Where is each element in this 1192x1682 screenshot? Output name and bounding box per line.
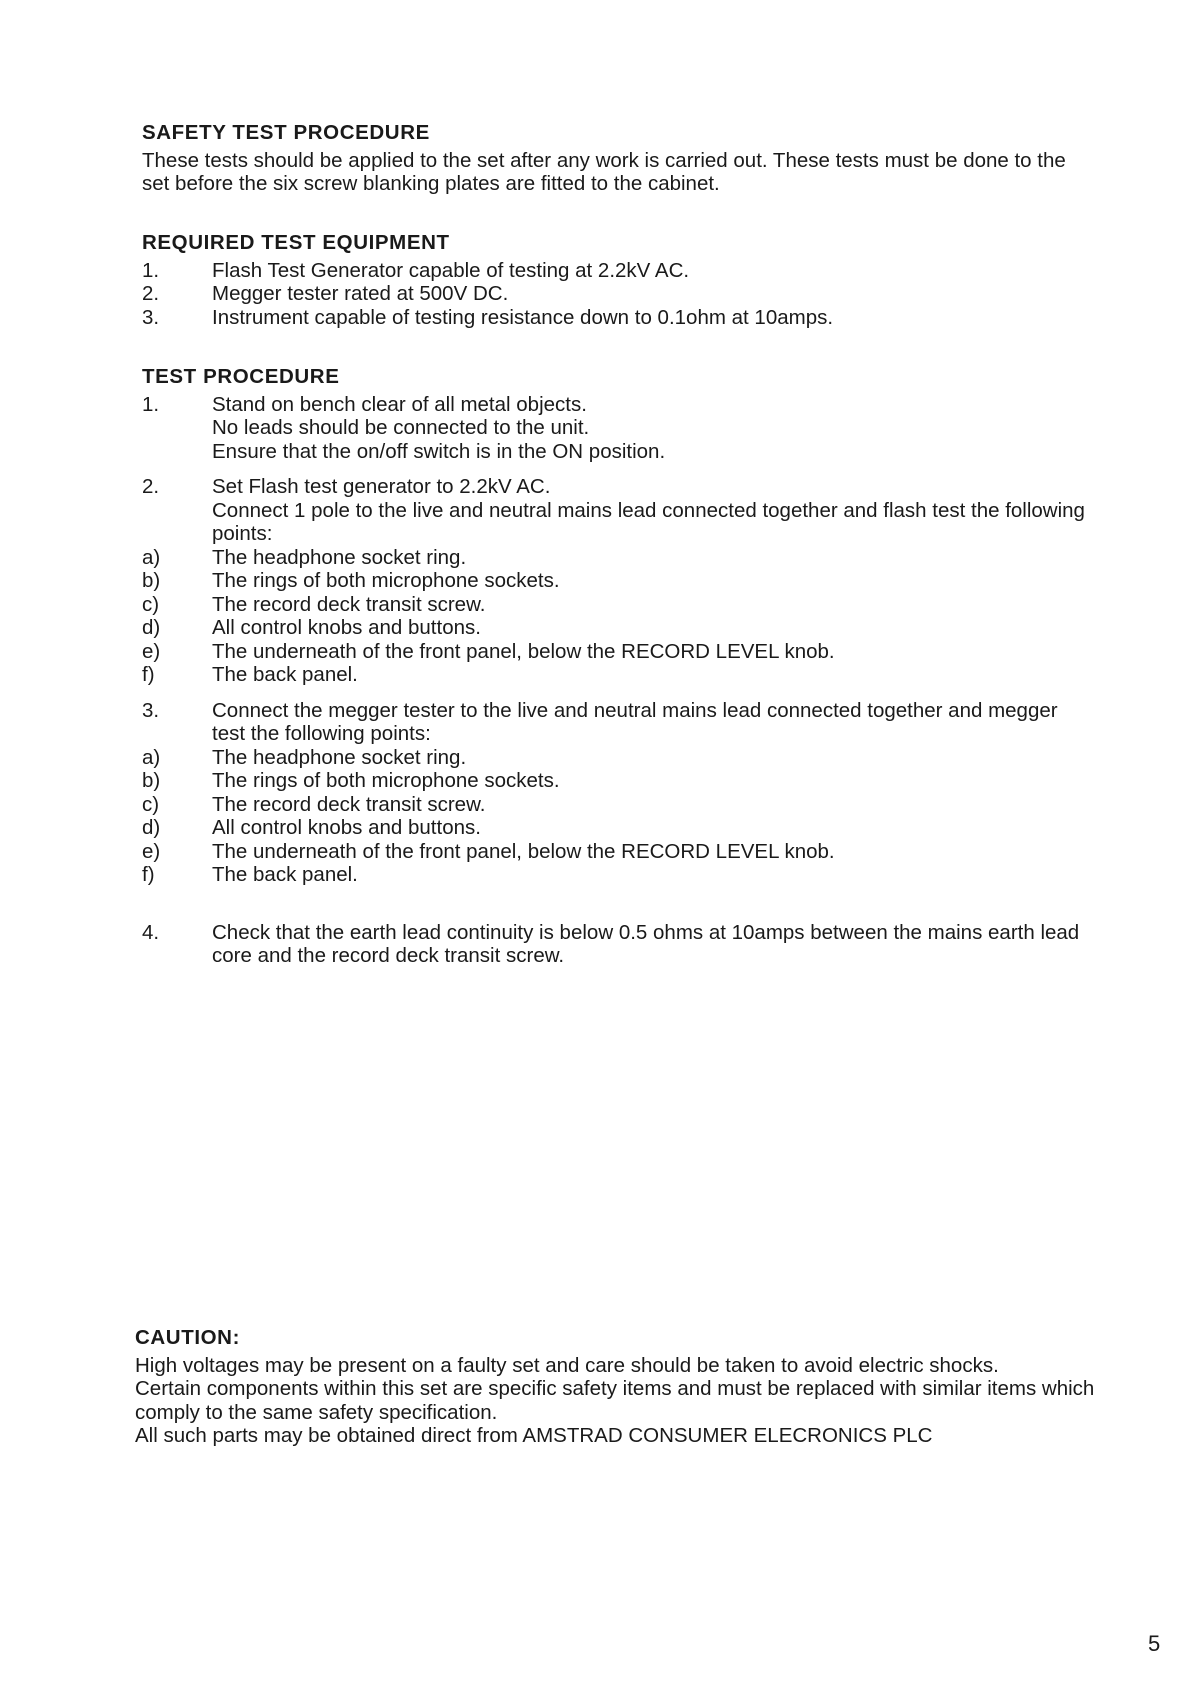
point-letter: d) <box>142 616 161 639</box>
test-point <box>142 769 1092 793</box>
equipment-item <box>142 282 1092 306</box>
step-number: 3. <box>142 698 160 722</box>
item-number: 3. <box>142 305 160 329</box>
test-point <box>142 816 1092 840</box>
safety-heading: SAFETY TEST PROCEDURE <box>142 121 430 144</box>
equipment-heading: REQUIRED TEST EQUIPMENT <box>142 231 450 254</box>
test-point <box>142 593 1092 617</box>
step-number: 2. <box>142 475 160 498</box>
safety-text: These tests should be applied to the set after any work is carried out. These tests must be done to the set before the six screw blanking plates are fitted to the cabinet. <box>142 148 1066 195</box>
point-text: All control knobs and buttons. <box>212 816 481 839</box>
point-text: The underneath of the front panel, below the RECORD LEVEL knob. <box>212 839 835 863</box>
test-point <box>142 793 1092 817</box>
point-letter: d) <box>142 816 161 839</box>
caution-heading: CAUTION: <box>135 1326 241 1349</box>
step-line: Stand on bench clear of all metal objects. <box>212 392 587 416</box>
test-point <box>142 616 1092 640</box>
procedure-step-2 <box>142 475 1092 546</box>
test-point <box>142 863 1092 887</box>
point-letter: f) <box>142 663 155 686</box>
test-point <box>142 663 1092 687</box>
step-line: Set Flash test generator to 2.2kV AC. <box>212 475 551 498</box>
point-letter: c) <box>142 792 160 816</box>
item-text: Flash Test Generator capable of testing at 2.2kV AC. <box>212 258 690 282</box>
procedure-step-4 <box>142 921 1092 968</box>
point-letter: b) <box>142 569 161 592</box>
item-number: 2. <box>142 282 160 305</box>
procedure-step-1 <box>142 393 1092 464</box>
caution-section <box>135 1326 1095 1448</box>
point-letter: a) <box>142 545 161 569</box>
caution-line: High voltages may be present on a faulty set and care should be taken to avoid electric shocks. <box>135 1353 999 1377</box>
step-line: No leads should be connected to the unit. <box>212 416 590 439</box>
page-number: 5 <box>1148 1631 1161 1656</box>
test-point <box>142 569 1092 593</box>
point-text: The underneath of the front panel, below the RECORD LEVEL knob. <box>212 639 835 663</box>
item-text: Instrument capable of testing resistance down to 0.1ohm at 10amps. <box>212 305 834 329</box>
point-text: The back panel. <box>212 663 358 686</box>
test-point <box>142 546 1092 570</box>
point-letter: a) <box>142 745 161 769</box>
equipment-item <box>142 259 1092 283</box>
procedure-step-3 <box>142 699 1092 746</box>
step-line: Connect 1 pole to the live and neutral mains lead connected together and flash test the following points: <box>212 498 1085 545</box>
caution-line: All such parts may be obtained direct from AMSTRAD CONSUMER ELECRONICS PLC <box>135 1424 933 1447</box>
caution-line: Certain components within this set are specific safety items and must be replaced with similar items which comply to the same safety specification. <box>135 1377 1095 1424</box>
point-text: The rings of both microphone sockets. <box>212 569 560 592</box>
test-point <box>142 640 1092 664</box>
item-text: Megger tester rated at 500V DC. <box>212 282 509 305</box>
step-line: Check that the earth lead continuity is below 0.5 ohms at 10amps between the mains earth lead core and the record deck transit screw. <box>212 920 1080 967</box>
item-number: 1. <box>142 258 160 282</box>
point-letter: e) <box>142 639 161 663</box>
procedure-heading: TEST PROCEDURE <box>142 365 340 388</box>
equipment-section <box>142 231 1092 329</box>
step-number: 4. <box>142 920 160 944</box>
step-line: Ensure that the on/off switch is in the ON position. <box>212 439 666 463</box>
safety-section <box>142 121 1092 196</box>
equipment-item <box>142 306 1092 330</box>
point-letter: b) <box>142 769 161 792</box>
point-text: The back panel. <box>212 863 358 886</box>
point-text: The rings of both microphone sockets. <box>212 769 560 792</box>
step-line: Connect the megger tester to the live and neutral mains lead connected together and megger test the following points: <box>212 698 1058 745</box>
point-letter: f) <box>142 863 155 886</box>
procedure-section <box>142 365 1092 968</box>
point-letter: c) <box>142 592 160 616</box>
point-text: The headphone socket ring. <box>212 545 467 569</box>
point-text: The record deck transit screw. <box>212 592 486 616</box>
test-point <box>142 840 1092 864</box>
point-text: The record deck transit screw. <box>212 792 486 816</box>
point-text: The headphone socket ring. <box>212 745 467 769</box>
test-point <box>142 746 1092 770</box>
step-number: 1. <box>142 392 160 416</box>
point-text: All control knobs and buttons. <box>212 616 481 639</box>
point-letter: e) <box>142 839 161 863</box>
